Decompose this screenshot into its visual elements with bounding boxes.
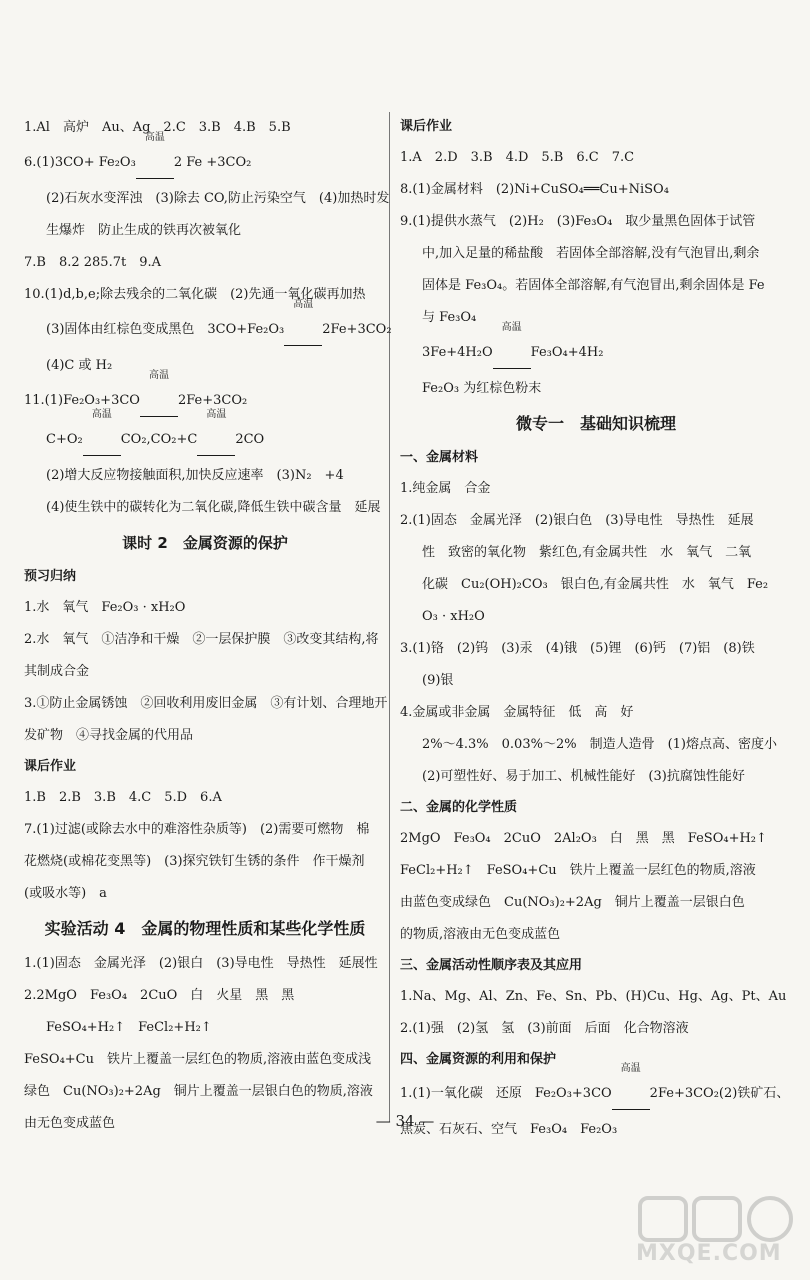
answer-line: 2.(1)固态 金属光泽 (2)银白色 (3)导电性 导热性 延展 xyxy=(400,513,754,528)
answer-line: 固体是 Fe₃O₄。若固体全部溶解,有气泡冒出,剩余固体是 Fe xyxy=(422,278,765,293)
answer-line: (2)增大反应物接触面积,加快反应速率 (3)N₂ +4 xyxy=(46,468,344,483)
answer-line: 发矿物 ④寻找金属的代用品 xyxy=(24,728,194,743)
answer-line: 7.B 8.2 285.7t 9.A xyxy=(24,255,161,270)
section-title: 实验活动 4 金属的物理性质和某些化学性质 xyxy=(44,919,366,938)
answer-line: C+O₂ 高温 CO₂,CO₂+C 高温 2CO xyxy=(24,421,386,460)
column-divider xyxy=(389,112,390,1122)
answer-line: 生爆炸 防止生成的铁再次被氧化 xyxy=(46,223,242,238)
answer-line: 2MgO Fe₃O₄ 2CuO 2Al₂O₃ 白 黑 黑 FeSO₄+H₂↑ xyxy=(400,831,767,846)
watermark-icon xyxy=(636,1190,796,1246)
right-column xyxy=(400,112,792,1146)
answer-line: (9)银 xyxy=(422,673,454,688)
answer-line: 焦炭、石灰石、空气 Fe₃O₄ Fe₂O₃ xyxy=(400,1122,618,1137)
answer-line: FeSO₄+Cu 铁片上覆盖一层红色的物质,溶液由蓝色变成浅 xyxy=(24,1052,372,1067)
reaction-condition: 高温 xyxy=(140,382,178,421)
answer-line: 7.(1)过滤(或除去水中的难溶性杂质等) (2)需要可燃物 棉 xyxy=(24,822,370,837)
answer-line: O₃ · xH₂O xyxy=(422,609,485,624)
answer-line: 性 致密的氧化物 紫红色,有金属共性 水 氧气 二氧 xyxy=(422,545,752,560)
subsection-heading: 课后作业 xyxy=(24,759,77,774)
answer-line: 9.(1)提供水蒸气 (2)H₂ (3)Fe₃O₄ 取少量黑色固体于试管 xyxy=(400,214,756,229)
answer-line: 11.(1)Fe₂O₃+3CO 高温 2Fe+3CO₂ xyxy=(24,382,386,421)
reaction-condition: 高温 xyxy=(83,421,121,460)
answer-line: 2.水 氧气 ①洁净和干燥 ②一层保护膜 ③改变其结构,将 xyxy=(24,632,379,647)
answer-line: FeSO₄+H₂↑ FeCl₂+H₂↑ xyxy=(46,1020,212,1035)
answer-line: 3.①防止金属锈蚀 ②回收利用废旧金属 ③有计划、合理地开 xyxy=(24,696,388,711)
answer-line: 1.A 2.D 3.B 4.D 5.B 6.C 7.C xyxy=(400,150,635,165)
page-number: — 34 — xyxy=(375,1112,435,1130)
answer-line: 中,加入足量的稀盐酸 若固体全部溶解,没有气泡冒出,剩余 xyxy=(422,246,760,261)
subsection-heading: 三、金属活动性顺序表及其应用 xyxy=(400,958,583,973)
section-title: 课时 2 金属资源的保护 xyxy=(122,534,288,552)
answer-line: (或吸水等) a xyxy=(24,886,107,901)
answer-line: (4)使生铁中的碳转化为二氧化碳,降低生铁中碳含量 延展 xyxy=(46,500,381,515)
answer-line: 1.B 2.B 3.B 4.C 5.D 6.A xyxy=(24,790,222,805)
subsection-heading: 二、金属的化学性质 xyxy=(400,800,518,815)
reaction-condition: 高温 xyxy=(197,421,235,460)
subsection-heading: 一、金属材料 xyxy=(400,450,479,465)
answer-line: 3.(1)铬 (2)钨 (3)汞 (4)锇 (5)锂 (6)钙 (7)铝 (8)铁 xyxy=(400,641,755,656)
answer-line: 4.金属或非金属 金属特征 低 高 好 xyxy=(400,705,634,720)
answer-line: 8.(1)金属材料 (2)Ni+CuSO₄══Cu+NiSO₄ xyxy=(400,182,669,197)
answer-line: 的物质,溶液由无色变成蓝色 xyxy=(400,927,561,942)
answer-line: (3)固体由红棕色变成黑色 3CO+Fe₂O₃ 高温 2Fe+3CO₂ xyxy=(24,311,386,350)
watermark-text: MXQE.COM xyxy=(636,1241,782,1266)
answer-line: 3Fe+4H₂O 高温 Fe₃O₄+4H₂ xyxy=(400,334,792,373)
subsection-heading: 课后作业 xyxy=(400,119,453,134)
reaction-condition: 高温 xyxy=(284,311,322,350)
answer-line: 由无色变成蓝色 xyxy=(24,1116,116,1131)
answer-line: 1.水 氧气 Fe₂O₃ · xH₂O xyxy=(24,600,186,615)
answer-line: 1.Na、Mg、Al、Zn、Fe、Sn、Pb、(H)Cu、Hg、Ag、Pt、Au xyxy=(400,989,787,1004)
section-title: 微专一 基础知识梳理 xyxy=(515,414,676,433)
answer-line: Fe₂O₃ 为红棕色粉末 xyxy=(422,381,542,396)
reaction-condition: 高温 xyxy=(612,1075,650,1114)
answer-line: 与 Fe₃O₄ xyxy=(422,310,477,325)
reaction-condition: 高温 xyxy=(493,334,531,373)
left-column xyxy=(24,112,392,1140)
answer-line: FeCl₂+H₂↑ FeSO₄+Cu 铁片上覆盖一层红色的物质,溶液 xyxy=(400,863,756,878)
subsection-heading: 四、金属资源的利用和保护 xyxy=(400,1052,557,1067)
answer-line: 2%～4.3% 0.03%～2% 制造人造骨 (1)熔点高、密度小 xyxy=(422,737,777,752)
reaction-condition: 高温 xyxy=(136,144,174,183)
answer-line: 2.(1)强 (2)氢 氢 (3)前面 后面 化合物溶液 xyxy=(400,1021,689,1036)
answer-line: 1.Al 高炉 Au、Ag 2.C 3.B 4.B 5.B xyxy=(24,120,291,135)
answer-line: (2)石灰水变浑浊 (3)除去 CO,防止污染空气 (4)加热时发 xyxy=(46,191,390,206)
answer-line: 1.(1)固态 金属光泽 (2)银白 (3)导电性 导热性 延展性 xyxy=(24,956,378,971)
answer-line: 1.(1)一氧化碳 还原 Fe₂O₃+3CO 高温 2Fe+3CO₂(2)铁矿石、 xyxy=(400,1075,792,1114)
answer-line: 化碳 Cu₂(OH)₂CO₃ 银白色,有金属共性 水 氧气 Fe₂ xyxy=(422,577,769,592)
answer-line: (2)可塑性好、易于加工、机械性能好 (3)抗腐蚀性能好 xyxy=(422,769,745,784)
answer-line: 由蓝色变成绿色 Cu(NO₃)₂+2Ag 铜片上覆盖一层银白色 xyxy=(400,895,745,910)
answer-line: 2.2MgO Fe₃O₄ 2CuO 白 火星 黑 黑 xyxy=(24,988,295,1003)
answer-line: 6.(1)3CO+ Fe₂O₃ 高温 2 Fe +3CO₂ xyxy=(24,144,386,183)
answer-line: 其制成合金 xyxy=(24,664,90,679)
answer-line: 绿色 Cu(NO₃)₂+2Ag 铜片上覆盖一层银白色的物质,溶液 xyxy=(24,1084,373,1099)
answer-line: 花燃烧(或棉花变黑等) (3)探究铁钉生锈的条件 作干燥剂 xyxy=(24,854,365,869)
watermark-logo xyxy=(636,1190,796,1270)
answer-line: (4)C 或 H₂ xyxy=(46,358,113,373)
answer-line: 10.(1)d,b,e;除去残余的二氧化碳 (2)先通一氧化碳再加热 xyxy=(24,287,366,302)
subsection-heading: 预习归纳 xyxy=(24,569,77,584)
answer-line: 1.纯金属 合金 xyxy=(400,481,491,496)
